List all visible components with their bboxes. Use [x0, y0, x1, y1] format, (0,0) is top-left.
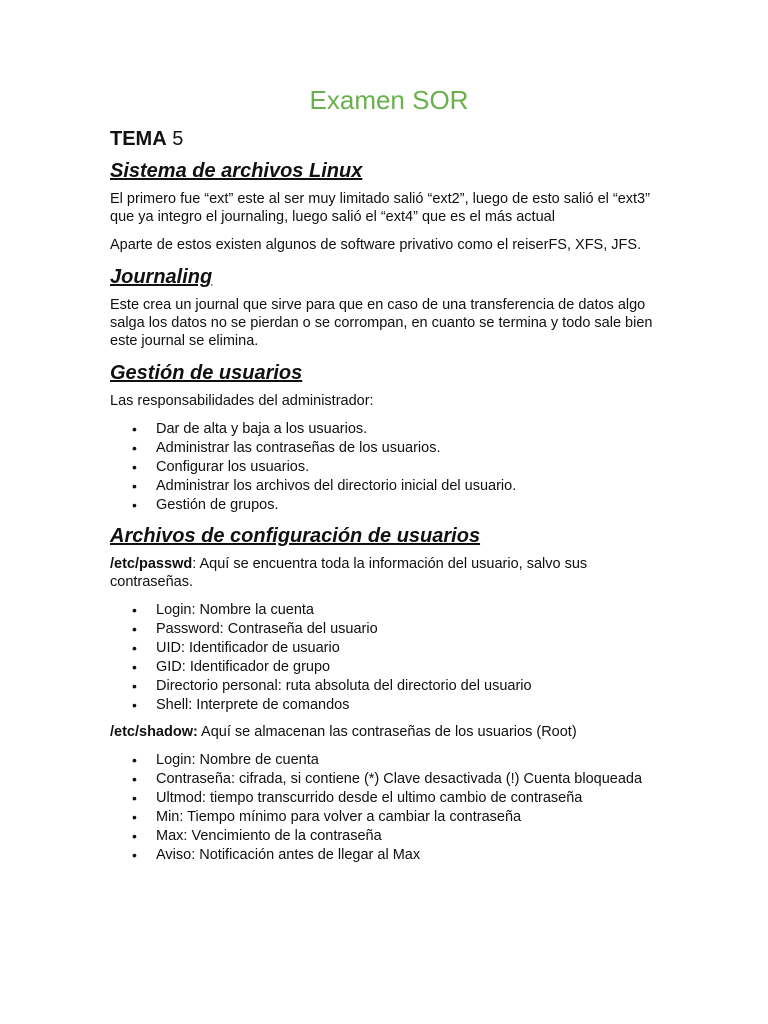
bullet-icon: • — [132, 478, 137, 494]
bullet-icon: • — [132, 790, 137, 806]
list-item: • Administrar las contraseñas de los usuarios. — [132, 440, 441, 456]
list-item: • GID: Identificador de grupo — [132, 659, 331, 675]
list-item: • UID: Identificador de usuario — [132, 640, 340, 656]
bullet-icon: • — [132, 678, 137, 694]
bullet-icon: • — [132, 847, 137, 863]
bullet-icon: • — [132, 752, 137, 768]
list-item: • Administrar los archivos del directorio inicial del usuario. — [132, 478, 517, 494]
heading-archivos-configuracion: Archivos de configuración de usuarios — [110, 525, 481, 547]
tema-number: 5 — [166, 128, 184, 150]
list-item: • Ultmod: tiempo transcurrido desde el ultimo cambio de contraseña — [132, 790, 583, 806]
heading-sistema-archivos: Sistema de archivos Linux — [110, 160, 363, 182]
bullet-icon: • — [132, 602, 137, 618]
passwd-label: /etc/passwd — [110, 556, 193, 572]
paragraph-shadow: /etc/shadow: Aquí se almacenan las contraseñas de los usuarios (Root) — [110, 724, 577, 740]
paragraph-journaling: Este crea un journal que sirve para que en caso de una transferencia de datos algo salga los datos no se pierdan o se corrompan, en cuanto se termina y todo sale bien este journal se elimina. — [110, 297, 653, 349]
list-item: • Gestión de grupos. — [132, 497, 279, 513]
heading-gestion-usuarios: Gestión de usuarios — [110, 362, 303, 384]
list-item: • Aviso: Notificación antes de llegar al Max — [132, 847, 421, 863]
tema-heading — [110, 126, 668, 152]
bullet-icon: • — [132, 659, 137, 675]
list-item: • Configurar los usuarios. — [132, 459, 310, 475]
paragraph-responsabilidades: Las responsabilidades del administrador: — [110, 393, 374, 409]
list-item: • Password: Contraseña del usuario — [132, 621, 378, 637]
shadow-label: /etc/shadow: — [110, 724, 198, 740]
list-shadow — [110, 751, 668, 865]
bullet-icon: • — [132, 421, 137, 437]
list-item: • Min: Tiempo mínimo para volver a cambiar la contraseña — [132, 809, 522, 825]
bullet-icon: • — [132, 697, 137, 713]
document-title: Examen SOR — [309, 85, 469, 115]
heading-journaling: Journaling — [110, 266, 213, 288]
bullet-icon: • — [132, 459, 137, 475]
list-responsabilidades — [110, 420, 668, 515]
bullet-icon: • — [132, 621, 137, 637]
paragraph-ext: El primero fue “ext” este al ser muy limitado salió “ext2”, luego de esto salió el “ext3” que ya integro el journaling, luego salió el “ext4” que es el más actual — [110, 191, 650, 225]
bullet-icon: • — [132, 497, 137, 513]
bullet-icon: • — [132, 809, 137, 825]
bullet-icon: • — [132, 440, 137, 456]
tema-label: TEMA — [110, 128, 167, 150]
list-item: • Login: Nombre la cuenta — [132, 602, 314, 618]
list-item: • Directorio personal: ruta absoluta del directorio del usuario — [132, 678, 532, 694]
list-passwd — [110, 601, 668, 715]
list-item: • Shell: Interprete de comandos — [132, 697, 350, 713]
list-item: • Max: Vencimiento de la contraseña — [132, 828, 382, 844]
paragraph-privativo: Aparte de estos existen algunos de software privativo como el reiserFS, XFS, JFS. — [110, 237, 642, 253]
list-item: • Login: Nombre de cuenta — [132, 752, 319, 768]
bullet-icon: • — [132, 828, 137, 844]
bullet-icon: • — [132, 640, 137, 656]
list-item: • Dar de alta y baja a los usuarios. — [132, 421, 368, 437]
bullet-icon: • — [132, 771, 137, 787]
list-item: • Contraseña: cifrada, si contiene (*) Clave desactivada (!) Cuenta bloqueada — [132, 771, 643, 787]
paragraph-passwd: /etc/passwd: Aquí se encuentra toda la información del usuario, salvo sus contraseñas. — [110, 556, 588, 590]
